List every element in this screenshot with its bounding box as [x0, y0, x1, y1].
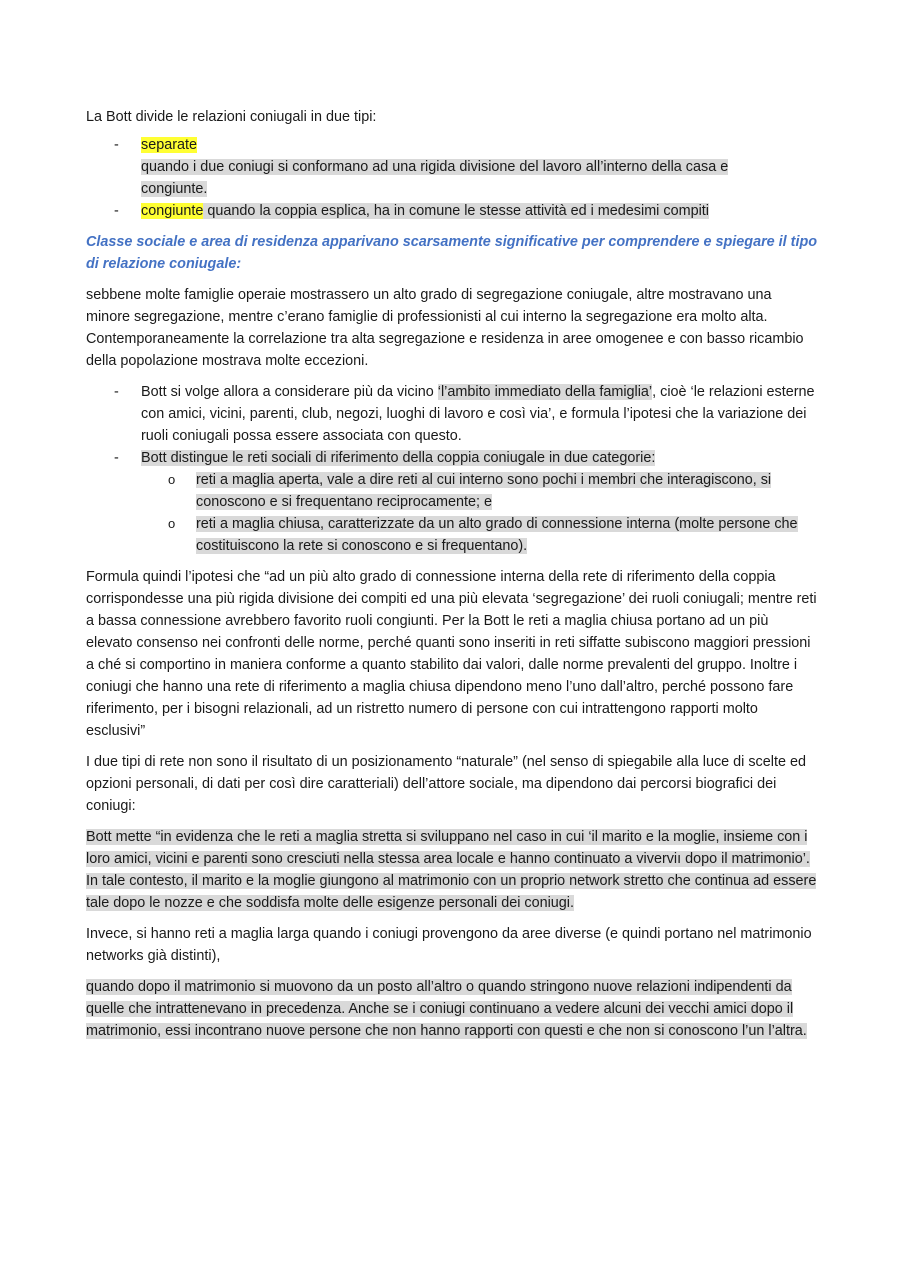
separate-description-line2: congiunte.	[141, 181, 208, 197]
network-types-sublist	[86, 469, 818, 557]
list-item-ambito	[86, 381, 818, 447]
dash-bullet: -	[114, 203, 119, 219]
document-body	[86, 106, 818, 1042]
paragraph-segregation: sebbene molte famiglie operaie mostrassero un alto grado di segregazione coniugale, altre mostravano una minore segregazione, mentre c’erano famiglie di professionisti al cui interno la segregazione era molto alta. Contemporaneamente la correlazione tra alta segregazione e residenza in aree omogenee e con basso ricambio della popolazione mostrava molte eccezioni.	[86, 287, 804, 369]
intro-text: La Bott divide le relazioni coniugali in due tipi:	[86, 109, 377, 125]
section-heading: Classe sociale e area di residenza apparivano scarsamente significative per comprendere e spiegare il tipo di relazione coniugale:	[86, 234, 818, 272]
subitem-chiusa-text: reti a maglia chiusa, caratterizzate da un alto grado di connessione interna (molte persone che costituiscono la rete si conoscono e si frequentano).	[196, 516, 798, 554]
circle-bullet: o	[168, 472, 176, 487]
paragraph-after-marriage	[86, 976, 818, 1042]
dash-bullet: -	[114, 450, 119, 466]
sublist-item-aperta	[86, 469, 818, 513]
paragraph-close-networks-text: Bott mette “in evidenza che le reti a maglia stretta si sviluppano nel caso in cui ‘il marito e la moglie, insieme con i loro amici, vicini e parenti sono cresciuti nella stessa area locale e hanno continuato a viverviı dopo il matrimonio’. In tale contesto, il marito e la moglie giungono al matrimonio con un proprio network stretto che continua ad essere tale dopo le nozze e che soddisfa molte delle esigenze personali dei coniugi.	[86, 829, 817, 911]
dash-bullet: -	[114, 137, 119, 153]
list-item-separate	[86, 134, 818, 200]
paragraph-hypothesis: Formula quindi l’ipotesi che “ad un più alto grado di connessione interna della rete di riferimento della coppia corrispondesse una più rigida divisione dei compiti ed una più elevata ‘segregazione’ dei ruoli coniugali; mentre reti a bassa connessione avrebbero favorito ruoli congiunti. Per la Bott le reti a maglia chiusa portano ad un più elevato consenso nei confronti delle norme, perché quanti sono inseriti in reti siffatte subiscono maggiori pressioni a ché si comportino in maniera conforme a quanto stabilito dai valori, dalle norme prevalenti del gruppo. Inoltre i coniugi che hanno una rete di riferimento a maglia chiusa dipendono meno l’uno dall’altro, perché possono fare riferimento, per i bisogni relazionali, ad un ristretto numero di persone con cui intrattengono rapporti molto esclusivi”	[86, 569, 817, 739]
subitem-aperta-text: reti a maglia aperta, vale a dire reti al cui interno sono pochi i membri che interagiscono, si conoscono e si frequentano reciprocamente; e	[196, 472, 772, 510]
separate-description-line1: quando i due coniugi si conformano ad una rigida divisione del lavoro all’interno della casa e	[141, 159, 729, 175]
bott-points-list	[86, 381, 818, 557]
congiunte-description: quando la coppia esplica, ha in comune le stesse attività ed i medesimi compiti	[203, 203, 709, 219]
relation-types-list	[86, 134, 818, 222]
dash-bullet: -	[114, 384, 119, 400]
paragraph-biographical: I due tipi di rete non sono il risultato di un posizionamento “naturale” (nel senso di spiegabile alla luce di scelte ed opzioni personali, di dati per così dire caratteriali) dell’attore sociale, ma dipendono dai percorsi biografici dei coniugi:	[86, 754, 806, 814]
bullet1-after: , cioè ‘le relazioni esterne con amici, vicini, parenti, club, negozi, luoghi di lavoro e così via’, e formula l’ipotesi che la variazione dei ruoli coniugali possa essere associata con questo.	[141, 384, 815, 444]
paragraph-loose-networks: Invece, si hanno reti a maglia larga quando i coniugi provengono da aree diverse (e quindi portano nel matrimonio networks già distinti),	[86, 926, 812, 964]
bullet1-before: Bott si volge allora a considerare più da vicino	[141, 384, 438, 400]
circle-bullet: o	[168, 516, 176, 531]
sublist-item-chiusa	[86, 513, 818, 557]
term-congiunte: congiunte	[141, 203, 204, 219]
bullet2-text: Bott distingue le reti sociali di riferimento della coppia coniugale in due categorie:	[141, 450, 656, 466]
bullet1-highlight: ‘l’ambito immediato della famiglia’	[437, 384, 653, 400]
term-separate: separate	[141, 137, 198, 153]
list-item-congiunte	[86, 200, 818, 222]
list-item-reti	[86, 447, 818, 469]
paragraph-close-networks	[86, 826, 818, 914]
paragraph-after-marriage-text: quando dopo il matrimonio si muovono da un posto all’altro o quando stringono nuove relazioni indipendenti da quelle che intrattenevano in precedenza. Anche se i coniugi continuano a vedere alcuni dei vecchi amici dopo il matrimonio, essi incontrano nuove persone che non hanno rapporti con questi e che non si conoscono l’un l’altra.	[86, 979, 807, 1039]
